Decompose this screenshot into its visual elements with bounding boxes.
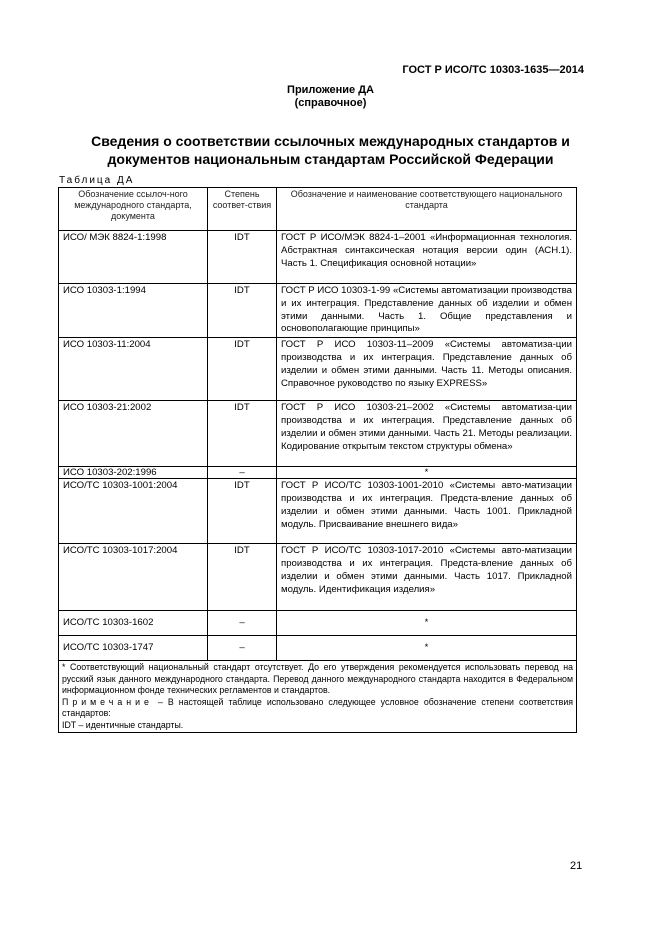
national-cell: ГОСТ Р ИСО/МЭК 8824-1–2001 «Информационная технология. Абстрактная синтаксическая нотация версии один (АСН.1). Часть 1. Спецификация основной нотации» (277, 231, 577, 284)
intl-cell: ИСО 10303-11:2004 (59, 338, 208, 401)
header-degree: Степень соответ-ствия (208, 188, 277, 231)
footnote-cell (59, 661, 577, 733)
national-cell: ГОСТ Р ИСО 10303-21–2002 «Системы автоматиза-ции производства и их интеграция. Представление данных об изделии и обмен этими данными. Часть 21. Методы реализации. Кодирование открытым текстом структуры обмена» (277, 401, 577, 467)
intl-cell: ИСО 10303-202:1996 (59, 467, 208, 479)
footnote-text: * Соответствующий национальный стандарт отсутствует. До его утверждения рекомендуется использовать перевод на русский язык данного международного стандарта. Перевод данного международного стандарта находится в Федеральном информационном фонде технических регламентов и стандартов. (62, 662, 573, 696)
appendix-subtitle: (справочное) (294, 97, 367, 109)
national-cell: * (277, 636, 577, 661)
degree-cell: IDT (208, 284, 277, 338)
table-row (59, 401, 577, 467)
degree-cell: IDT (208, 401, 277, 467)
national-cell: * (277, 611, 577, 636)
national-cell: ГОСТ Р ИСО 10303-1-99 «Системы автоматизации производства и их интеграция. Представление данных об изделии и обмен этими данными. Часть 1. Общие представления и основополагающие принципы» (277, 284, 577, 338)
document-code: ГОСТ Р ИСО/ТС 10303-1635—2014 (402, 64, 584, 76)
page-number: 21 (570, 860, 583, 872)
degree-cell: IDT (208, 231, 277, 284)
table-row (59, 636, 577, 661)
national-cell: ГОСТ Р ИСО/ТС 10303-1017-2010 «Системы авто-матизации производства и их интеграция. Предста-вление данных об изделии и обмен этими данными. Часть 1017. Прикладной модуль. Идентификация изделия» (277, 544, 577, 611)
header-intl: Обозначение ссылоч-ного международного стандарта, документа (59, 188, 208, 231)
table-row (59, 284, 577, 338)
intl-cell: ИСО 10303-21:2002 (59, 401, 208, 467)
intl-cell: ИСО/ МЭК 8824-1:1998 (59, 231, 208, 284)
national-cell: * (277, 467, 577, 479)
note-text: – В настоящей таблице использовано следующее условное обозначение степени соответствия стандартов: (62, 696, 573, 719)
section-title-line: документов национальным стандартам Российской Федерации (107, 151, 554, 167)
table-row (59, 338, 577, 401)
degree-cell: IDT (208, 338, 277, 401)
national-cell: ГОСТ Р ИСО/ТС 10303-1001-2010 «Системы авто-матизации производства и их интеграция. Предста-вление данных об изделии и обмен этими данными. Часть 1001. Прикладной модуль. Присваивание внешнего вида» (277, 479, 577, 544)
table-header-row (59, 188, 577, 231)
note-label: Примечание (62, 696, 153, 707)
appendix-heading (0, 84, 661, 110)
appendix-title: Приложение ДА (287, 84, 374, 96)
degree-cell: IDT (208, 544, 277, 611)
degree-cell: – (208, 636, 277, 661)
section-title (40, 132, 621, 168)
table-row (59, 611, 577, 636)
standards-table (58, 187, 577, 733)
intl-cell: ИСО 10303-1:1994 (59, 284, 208, 338)
table-row (59, 231, 577, 284)
table-row (59, 467, 577, 479)
idt-legend: IDT – идентичные стандарты. (62, 719, 184, 730)
footnote-row (59, 661, 577, 733)
national-cell: ГОСТ Р ИСО 10303-11–2009 «Системы автоматиза-ции производства и их интеграция. Представление данных об изделии и обмен этими данными. Часть 11. Методы описания. Справочное руководство по языку EXPRESS» (277, 338, 577, 401)
intl-cell: ИСО/ТС 10303-1017:2004 (59, 544, 208, 611)
section-title-line: Сведения о соответствии ссылочных международных стандартов и (91, 133, 570, 149)
degree-cell: – (208, 611, 277, 636)
degree-cell: – (208, 467, 277, 479)
intl-cell: ИСО/ТС 10303-1602 (59, 611, 208, 636)
table-caption: Таблица ДА (59, 175, 135, 186)
degree-cell: IDT (208, 479, 277, 544)
header-national: Обозначение и наименование соответствующего национального стандарта (277, 188, 577, 231)
table-row (59, 544, 577, 611)
table-row (59, 479, 577, 544)
intl-cell: ИСО/ТС 10303-1747 (59, 636, 208, 661)
intl-cell: ИСО/ТС 10303-1001:2004 (59, 479, 208, 544)
